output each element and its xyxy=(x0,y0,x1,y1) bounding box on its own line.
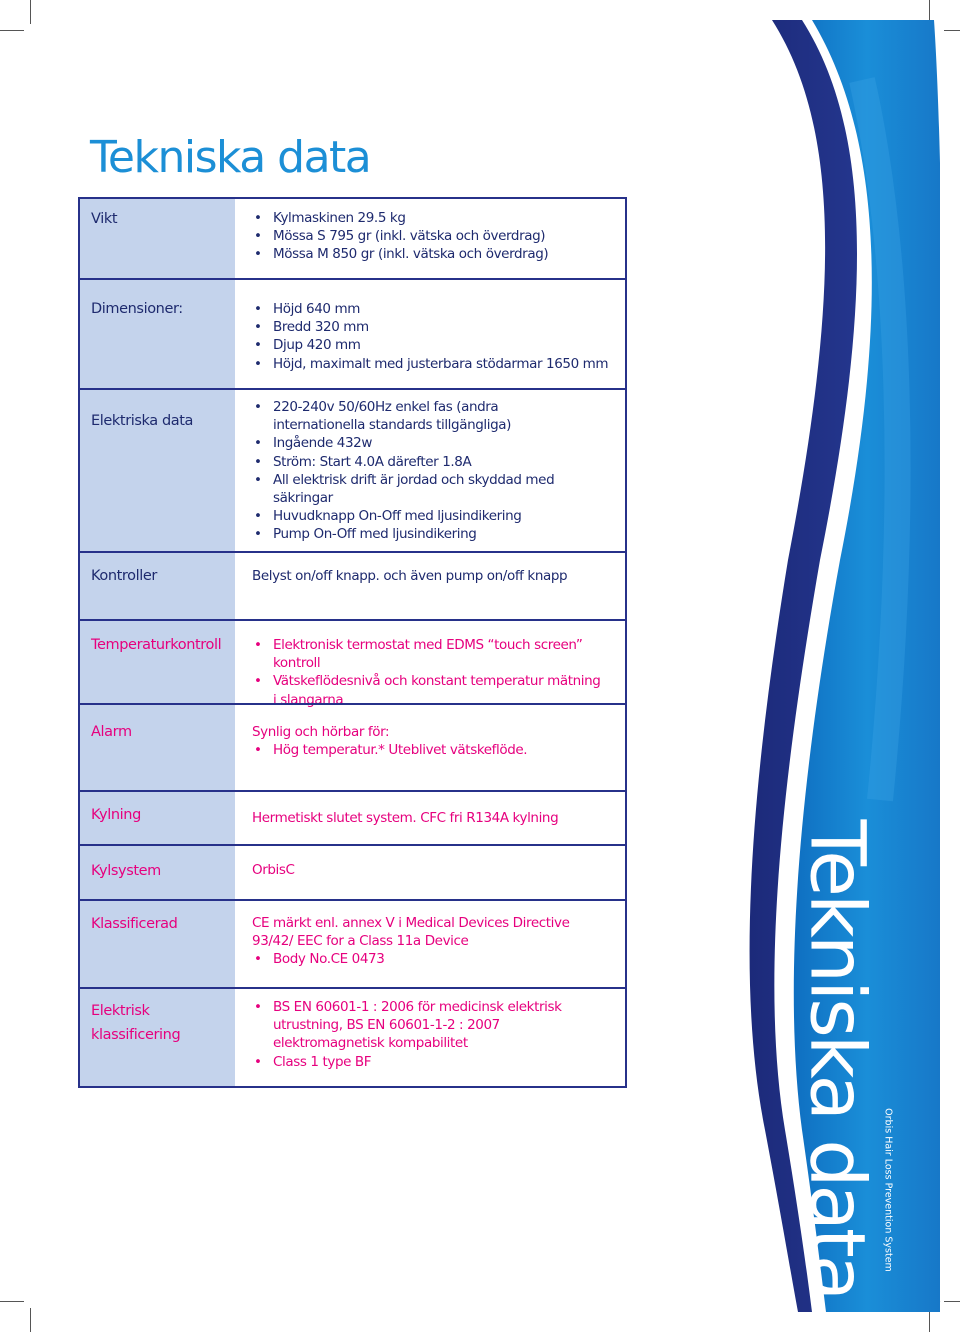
spec-label: Klassificerad xyxy=(91,916,178,932)
spec-item: • Bredd 320 mm xyxy=(252,318,622,336)
spec-label: Kylsystem xyxy=(91,863,161,879)
spec-value xyxy=(252,998,622,1071)
vertical-title-text: Tekniska data xyxy=(793,819,883,1299)
spec-row-elektrisk-klassificering xyxy=(80,987,625,1086)
spec-item: • Mössa S 795 gr (inkl. vätska och överdrag) xyxy=(252,227,622,245)
spec-row-kylsystem xyxy=(80,844,625,899)
spec-item: • All elektrisk drift är jordad och skyddad med säkringar xyxy=(252,471,563,507)
spec-table xyxy=(78,197,627,1088)
spec-row-vikt xyxy=(80,197,625,278)
spec-label: Vikt xyxy=(91,211,118,227)
spec-value xyxy=(252,914,622,969)
spec-value xyxy=(252,209,622,264)
spec-label: Dimensioner: xyxy=(91,301,183,317)
spec-item: • Höjd, maximalt med justerbara stödarmar 1650 mm xyxy=(252,355,622,373)
spec-item: • Body No.CE 0473 xyxy=(252,950,622,968)
vertical-subtitle-text: Orbis Hair Loss Prevention System xyxy=(882,1108,894,1272)
spec-value xyxy=(252,723,622,759)
spec-value xyxy=(252,636,622,709)
spec-item: • Djup 420 mm xyxy=(252,336,622,354)
spec-item: • Mössa M 850 gr (inkl. vätska och överdrag) xyxy=(252,245,622,263)
spec-item: • Pump On-Off med ljusindikering xyxy=(252,525,622,543)
spec-item: • Kylmaskinen 29.5 kg xyxy=(252,209,622,227)
spec-text: Belyst on/off knapp. och även pump on/off knapp xyxy=(252,568,568,584)
spec-item: • Class 1 type BF xyxy=(252,1053,622,1071)
spec-row-elektriska-data xyxy=(80,388,625,551)
spec-value xyxy=(252,809,622,827)
spec-label: Temperaturkontroll xyxy=(91,637,222,653)
spec-row-alarm xyxy=(80,703,625,790)
spec-value xyxy=(252,300,622,373)
spec-value xyxy=(252,398,622,544)
spec-label: Elektriska data xyxy=(91,413,194,429)
spec-item: • BS EN 60601-1 : 2006 för medicinsk elektrisk utrustning, BS EN 60601-1-2 : 2007 elektromagnetisk kompabilitet xyxy=(252,998,593,1053)
spec-item: • Ingående 432w xyxy=(252,434,622,452)
spec-row-kontroller xyxy=(80,551,625,619)
spec-label: Elektrisk klassificering xyxy=(91,1003,181,1043)
spec-row-kylning xyxy=(80,790,625,844)
spec-row-temperaturkontroll xyxy=(80,619,625,708)
spec-item: • Huvudknapp On-Off med ljusindikering xyxy=(252,507,622,525)
spec-text: Synlig och hörbar för: xyxy=(252,724,390,740)
spec-label: Kontroller xyxy=(91,568,157,584)
spec-item: • Hög temperatur.* Uteblivet vätskeflöde. xyxy=(252,741,622,759)
spec-item: • Höjd 640 mm xyxy=(252,300,622,318)
spec-item: • Vätskeflödesnivå och konstant temperatur mätning i slangarna xyxy=(252,672,603,708)
spec-row-klassificerad xyxy=(80,899,625,987)
spec-item: • Ström: Start 4.0A därefter 1.8A xyxy=(252,453,622,471)
page-title: Tekniska data xyxy=(90,132,371,183)
spec-text: OrbisC xyxy=(252,862,295,878)
spec-value xyxy=(252,567,622,585)
spec-label: Alarm xyxy=(91,724,132,740)
spec-value xyxy=(252,861,622,879)
spec-row-dimensioner xyxy=(80,278,625,388)
spec-text: CE märkt enl. annex V i Medical Devices Directive 93/42/ EEC for a Class 11a Device xyxy=(252,915,570,950)
spec-text: Hermetiskt slutet system. CFC fri R134A kylning xyxy=(252,810,559,826)
spec-label: Kylning xyxy=(91,807,141,823)
spec-item: • Elektronisk termostat med EDMS “touch screen” kontroll xyxy=(252,636,622,672)
spec-item: • 220-240v 50/60Hz enkel fas (andra internationella standards tillgängliga) xyxy=(252,398,573,434)
